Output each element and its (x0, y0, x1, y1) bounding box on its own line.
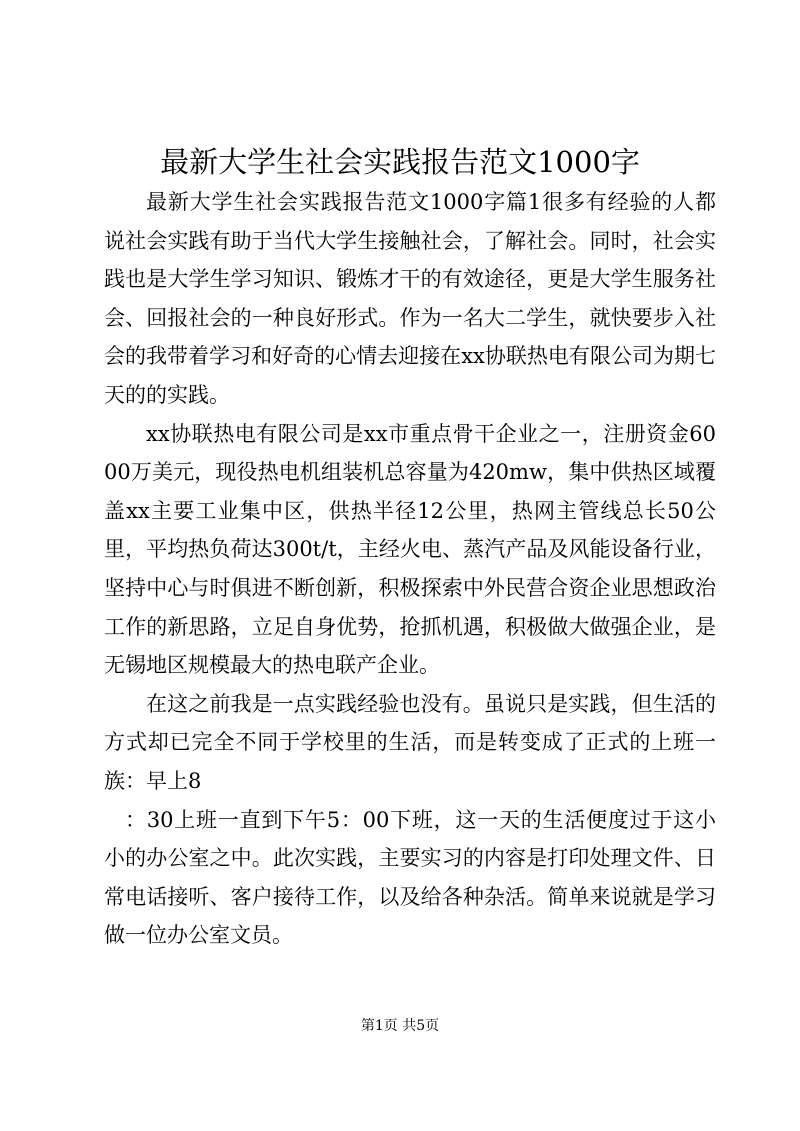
paragraph-1: 最新大学生社会实践报告范文1000字篇1很多有经验的人都说社会实践有助于当代大学生接触社会，了解社会。同时，社会实践也是大学生学习知识、锻炼才干的有效途径，更是大学生服务社会、回报社会的一种良好形式。作为一名大二学生，就快要步入社会的我带着学习和好奇的心情去迎接在xx协联热电有限公司为期七天的的实践。 (104, 190, 716, 407)
document-body (104, 183, 716, 955)
paragraph-2: xx协联热电有限公司是xx市重点骨干企业之一，注册资金6000万美元，现役热电机组装机总容量为420mw，集中供热区域覆盖xx主要工业集中区，供热半径12公里，热网主管线总长50公里，平均热负荷达300t/t，主经火电、蒸汽产品及风能设备行业，坚持中心与时俱进不断创新，积极探索中外民营合资企业思想政治工作的新思路，立足自身优势，抢抓机遇，积极做大做强企业，是无锡地区规模最大的热电联产企业。 (104, 421, 716, 678)
paragraph-4: ：30上班一直到下午5：00下班，这一天的生活便度过于这小小的办公室之中。此次实践，主要实习的内容是打印处理文件、日常电话接听、客户接待工作，以及给各种杂活。简单来说就是学习做一位办公室文员。 (104, 807, 716, 948)
document-title: 最新大学生社会实践报告范文1000字 (160, 145, 640, 179)
paragraph-3: 在这之前我是一点实践经验也没有。虽说只是实践，但生活的方式却已完全不同于学校里的生活，而是转变成了正式的上班一族：早上8 (104, 691, 716, 793)
page-footer: 第1页 共5页 (360, 1018, 440, 1034)
